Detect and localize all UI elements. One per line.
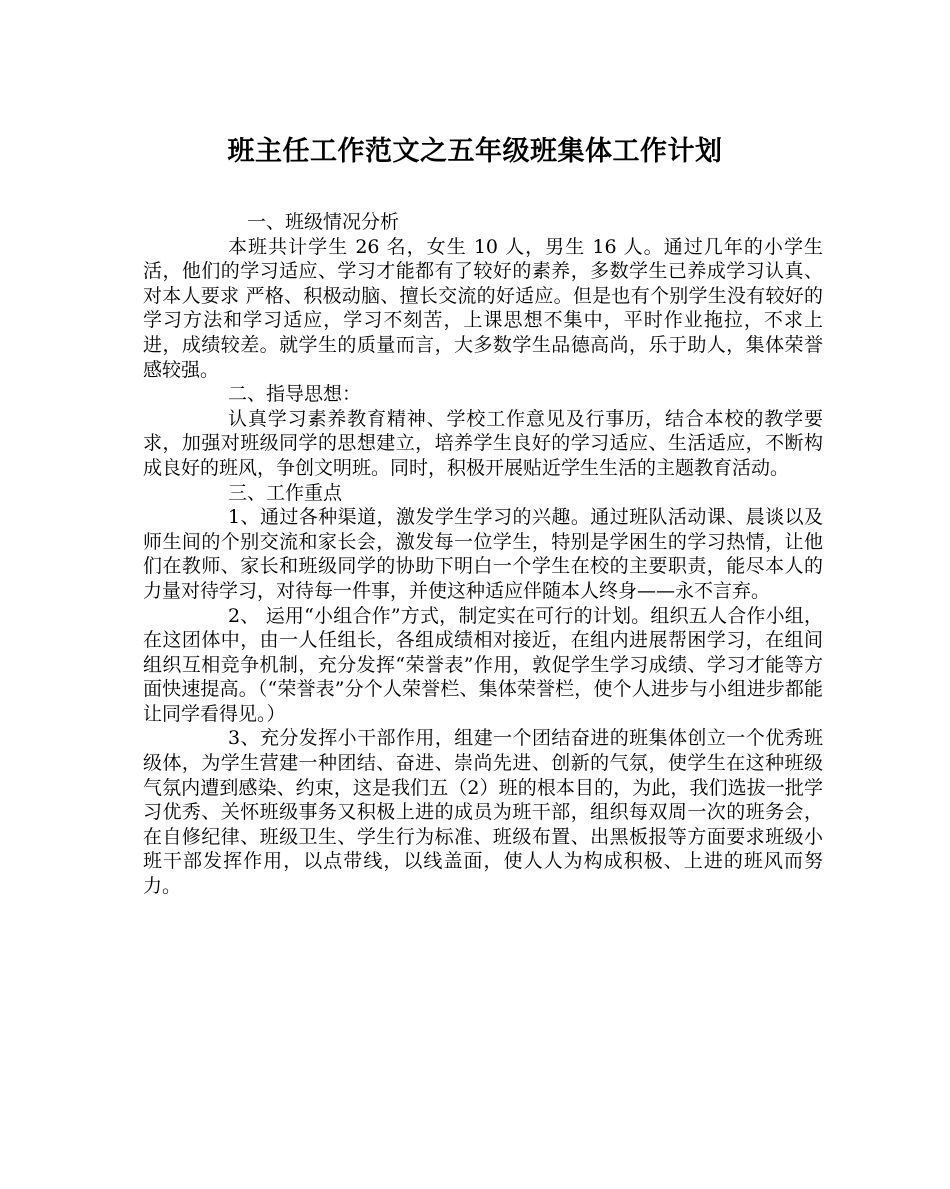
paragraph-work-focus-3: 3、充分发挥小干部作用，组建一个团结奋进的班集体创立一个优秀班级体，为学生营建一种团结、奋进、崇尚先进、创新的气氛，使学生在这种班级气氛内遭到感染、约束，这是我们五（2）班的根本目的，为此，我们选拔一批学习优秀、关怀班级事务又积极上进的成员为班干部，组织每双周一次的班务会，在自修纪律、班级卫生、学生行为标准、班级布置、出黑板报等方面要求班级小班干部发挥作用，以点带线，以线盖面，使人人为构成积极、上进的班风而努力。 [143,727,823,898]
paragraph-work-focus-2: 2、 运用“小组合作”方式，制定实在可行的计划。组织五人合作小组，在这团体中，由一人任组长，各组成绩相对接近，在组内进展帮困学习，在组间组织互相竞争机制，充分发挥“荣誉表”作用，敦促学生学习成绩、学习才能等方面快速提高。（“荣誉表”分个人荣誉栏、集体荣誉栏，使个人进步与小组进步都能让同学看得见。） [143,604,823,725]
section-heading-guiding-thought: 二、指导思想： [228,383,362,406]
section-heading-situation: 一、班级情况分析 [247,211,400,233]
paragraph-guiding-thought: 认真学习素养教育精神、学校工作意见及行事历，结合本校的教学要求，加强对班级同学的思想建立，培养学生良好的学习适应、生活适应，不断构成良好的班风，争创文明班。同时，积极开展贴近学生生活的主题教育活动。 [143,407,823,479]
paragraph-situation: 本班共计学生 26 名，女生 10 人，男生 16 人。通过几年的小学生活，他们的学习适应、学习才能都有了较好的素养，多数学生已养成学习认真、对本人要求 严格、积极动脑、擅长交流的好适应。但是也有个别学生没有较好的学习方法和学习适应，学习不刻苦，上课思想不集中，平时作业拖拉，不求上进，成绩较差。就学生的质量而言，大多数学生品德高尚，乐于助人，集体荣誉感较强。 [143,235,823,381]
document-body [143,210,823,899]
section-heading-work-focus: 三、工作重点 [228,481,343,504]
document-title: 班主任工作范文之五年级班集体工作计划 [227,136,723,167]
paragraph-work-focus-1: 1、通过各种渠道，激发学生学习的兴趣。通过班队活动课、晨谈以及师生间的个别交流和家长会，激发每一位学生，特别是学困生的学习热情，让他们在教师、家长和班级同学的协助下明白一个学生在校的主要职责，能尽本人的力量对待学习，对待每一件事，并使这种适应伴随本人终身——永不言弃。 [143,506,823,602]
